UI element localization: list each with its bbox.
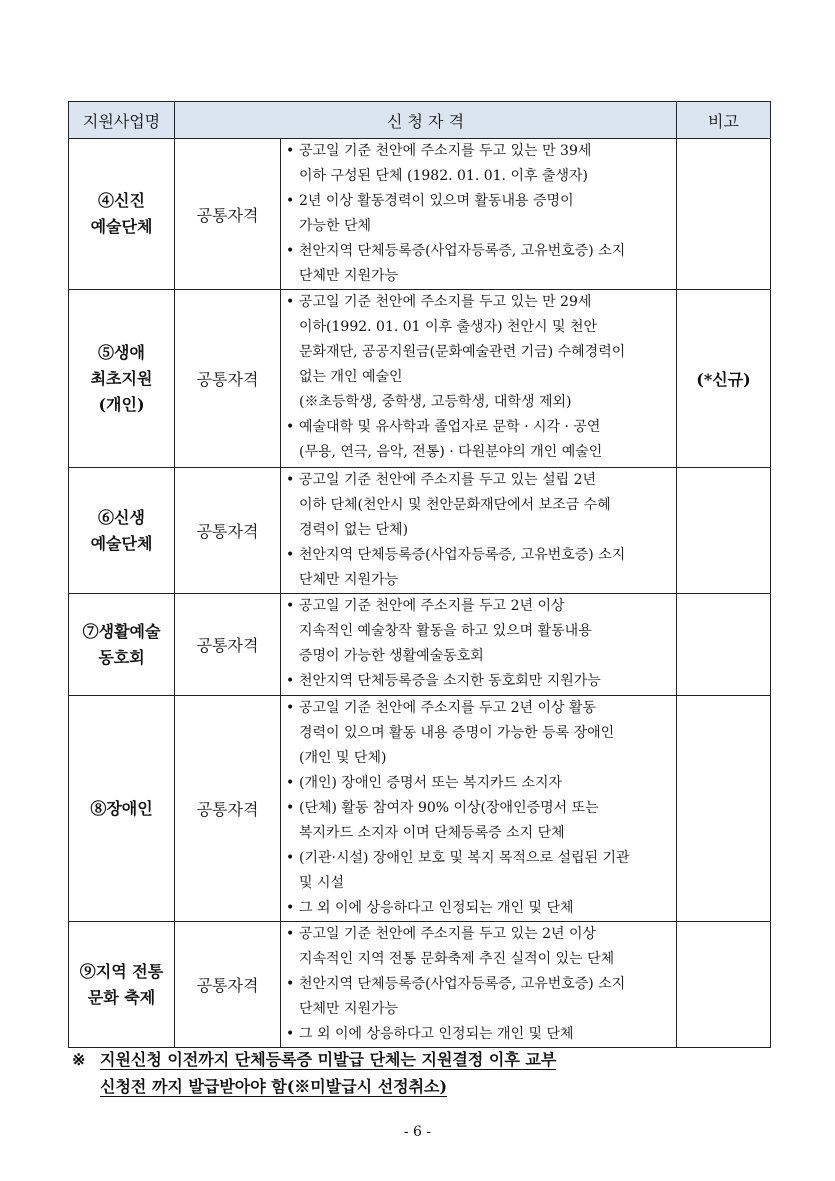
requirement-line: 지속적인 지역 전통 문화축제 추진 실적이 있는 단체 [299, 951, 615, 967]
qualification-type: 공통자격 [175, 139, 281, 290]
table-row [69, 139, 771, 290]
requirement-line: 경력이 있으며 활동 내용 증명이 가능한 등록 장애인 [299, 725, 615, 741]
program-name-line: ⑤생애 [98, 342, 145, 362]
requirement-line: • 공고일 기준 천안에 주소지를 두고 2년 이상 [299, 598, 565, 614]
header-program: 지원사업명 [69, 102, 175, 139]
qualification-type: 공통자격 [175, 594, 281, 696]
requirement-item [281, 543, 676, 593]
remarks-cell [677, 922, 771, 1048]
requirement-item [281, 669, 676, 694]
footnote-mark: ※ [72, 1050, 86, 1069]
program-name-line: ⑧장애인 [90, 798, 153, 818]
program-name-line: ⑥신생 [98, 507, 145, 527]
requirement-list [281, 696, 676, 921]
requirement-line: • (기관·시설) 장애인 보호 및 복지 목적으로 설립된 기관 [299, 850, 630, 866]
requirement-line: • 그 외 이에 상응하다고 인정되는 개인 및 단체 [299, 900, 574, 916]
requirement-line: 이하(1992. 01. 01 이후 출생자) 천안시 및 천안 [299, 319, 598, 335]
qualification-details [281, 696, 677, 922]
program-name [69, 922, 175, 1048]
requirement-line: • 천안지역 단체등록증(사업자등록증, 고유번호증) 소지 [299, 547, 626, 563]
program-name-line: ⑨지역 전통 [79, 961, 164, 981]
requirement-line: • 공고일 기준 천안에 주소지를 두고 2년 이상 활동 [299, 700, 597, 716]
requirement-list [281, 922, 676, 1047]
requirement-line: • 그 외 이에 상응하다고 인정되는 개인 및 단체 [299, 1026, 574, 1042]
requirement-item [281, 796, 676, 846]
table-header-row [69, 102, 771, 139]
requirement-line: • 공고일 기준 천안에 주소지를 두고 있는 만 39세 [299, 143, 592, 159]
qualification-details [281, 594, 677, 696]
requirement-line: • 2년 이상 활동경력이 있으며 활동내용 증명이 [299, 193, 574, 209]
requirement-line: 복지카드 소지자 이며 단체등록증 소지 단체 [299, 825, 565, 841]
remarks-cell [677, 594, 771, 696]
requirement-item [281, 696, 676, 771]
footnote [72, 1046, 752, 1100]
requirement-line: 이하 구성된 단체 (1982. 01. 01. 이후 출생자) [299, 168, 588, 184]
table-row [69, 922, 771, 1048]
requirement-line: 단체만 지원가능 [299, 1001, 399, 1017]
requirement-line: (무용, 연극, 음악, 전통) · 다원분야의 개인 예술인 [299, 444, 603, 460]
requirement-item [281, 594, 676, 669]
footnote-line-2: 신청전 까지 발급받아야 함(※미발급시 선정취소) [100, 1077, 448, 1096]
requirement-line: 가능한 단체 [299, 218, 372, 234]
requirement-line: 단체만 지원가능 [299, 572, 399, 588]
requirement-line: 문화재단, 공공지원금(문화예술관련 기금) 수혜경력이 [299, 344, 626, 360]
requirement-line: 증명이 가능한 생활예술동호회 [299, 648, 484, 664]
remarks-cell [677, 139, 771, 290]
requirement-item [281, 771, 676, 796]
requirement-list [281, 594, 676, 694]
requirement-line: • (개인) 장애인 증명서 또는 복지카드 소지자 [299, 775, 563, 791]
program-name-line: 예술단체 [90, 217, 153, 236]
program-name-line: 예술단체 [90, 533, 153, 553]
requirement-item [281, 239, 676, 289]
requirement-item [281, 922, 676, 972]
requirement-item [281, 846, 676, 896]
remarks-cell [677, 696, 771, 922]
requirement-item [281, 896, 676, 921]
qualification-type: 공통자격 [175, 696, 281, 922]
table-row [69, 290, 771, 468]
requirement-line: • (단체) 활동 참여자 90% 이상(장애인증명서 또는 [299, 800, 599, 816]
requirement-line: • 천안지역 단체등록증을 소지한 동호회만 지원가능 [299, 673, 601, 689]
requirement-line: 지속적인 예술창작 활동을 하고 있으며 활동내용 [299, 623, 592, 639]
program-name [69, 468, 175, 594]
remarks-cell [677, 468, 771, 594]
requirement-line: • 공고일 기준 천안에 주소지를 두고 있는 2년 이상 [299, 926, 597, 942]
requirement-line: 없는 개인 예술인 [299, 369, 403, 385]
requirement-line: (※초등학생, 중학생, 고등학생, 대학생 제외) [299, 394, 572, 410]
remarks-cell: (*신규) [677, 290, 771, 468]
requirement-item [281, 189, 676, 239]
requirement-line: • 천안지역 단체등록증(사업자등록증, 고유번호증) 소지 [299, 243, 626, 259]
requirement-line: • 예술대학 및 유사학과 졸업자로 문학 · 시각 · 공연 [299, 419, 601, 435]
program-name [69, 594, 175, 696]
requirement-line: (개인 및 단체) [299, 750, 387, 766]
requirement-item [281, 139, 676, 189]
requirement-line: 단체만 지원가능 [299, 268, 399, 284]
qualification-details [281, 922, 677, 1048]
footnote-line-1: 지원신청 이전까지 단체등록증 미발급 단체는 지원결정 이후 교부 [100, 1050, 557, 1069]
qualification-details [281, 139, 677, 290]
header-qualification: 신 청 자 격 [175, 102, 677, 139]
requirement-item [281, 415, 676, 465]
requirement-line: 이하 단체(천안시 및 천안문화재단에서 보조금 수혜 [299, 497, 611, 513]
requirement-line: 경력이 없는 단체) [299, 522, 409, 538]
page-number: - 6 - [403, 1124, 432, 1140]
program-name [69, 696, 175, 922]
requirement-item [281, 1022, 676, 1047]
requirement-item [281, 468, 676, 543]
program-name-line: (개인) [98, 394, 145, 414]
table-row [69, 468, 771, 594]
program-name [69, 139, 175, 290]
program-name-line: ⑦생활예술 [82, 621, 161, 641]
qualification-type: 공통자격 [175, 922, 281, 1048]
program-name-line: 최초지원 [90, 368, 153, 388]
table-row [69, 696, 771, 922]
requirement-line: 및 시설 [299, 875, 345, 891]
requirement-line: • 천안지역 단체등록증(사업자등록증, 고유번호증) 소지 [299, 976, 626, 992]
requirement-list [281, 290, 676, 465]
program-name-line: 동호회 [98, 647, 145, 667]
requirement-list [281, 468, 676, 593]
qualification-type: 공통자격 [175, 290, 281, 468]
header-remarks: 비고 [677, 102, 771, 139]
requirement-line: • 공고일 기준 천안에 주소지를 두고 있는 만 29세 [299, 294, 592, 310]
requirement-list [281, 139, 676, 289]
table-row [69, 594, 771, 696]
program-name [69, 290, 175, 468]
qualification-details [281, 468, 677, 594]
requirement-item [281, 972, 676, 1022]
program-name-line: ④신진 [98, 191, 145, 210]
requirement-line: • 공고일 기준 천안에 주소지를 두고 있는 설립 2년 [299, 472, 597, 488]
qualification-details [281, 290, 677, 468]
requirement-item [281, 290, 676, 415]
program-name-line: 문화 축제 [87, 987, 156, 1007]
eligibility-table [68, 101, 771, 1048]
qualification-type: 공통자격 [175, 468, 281, 594]
